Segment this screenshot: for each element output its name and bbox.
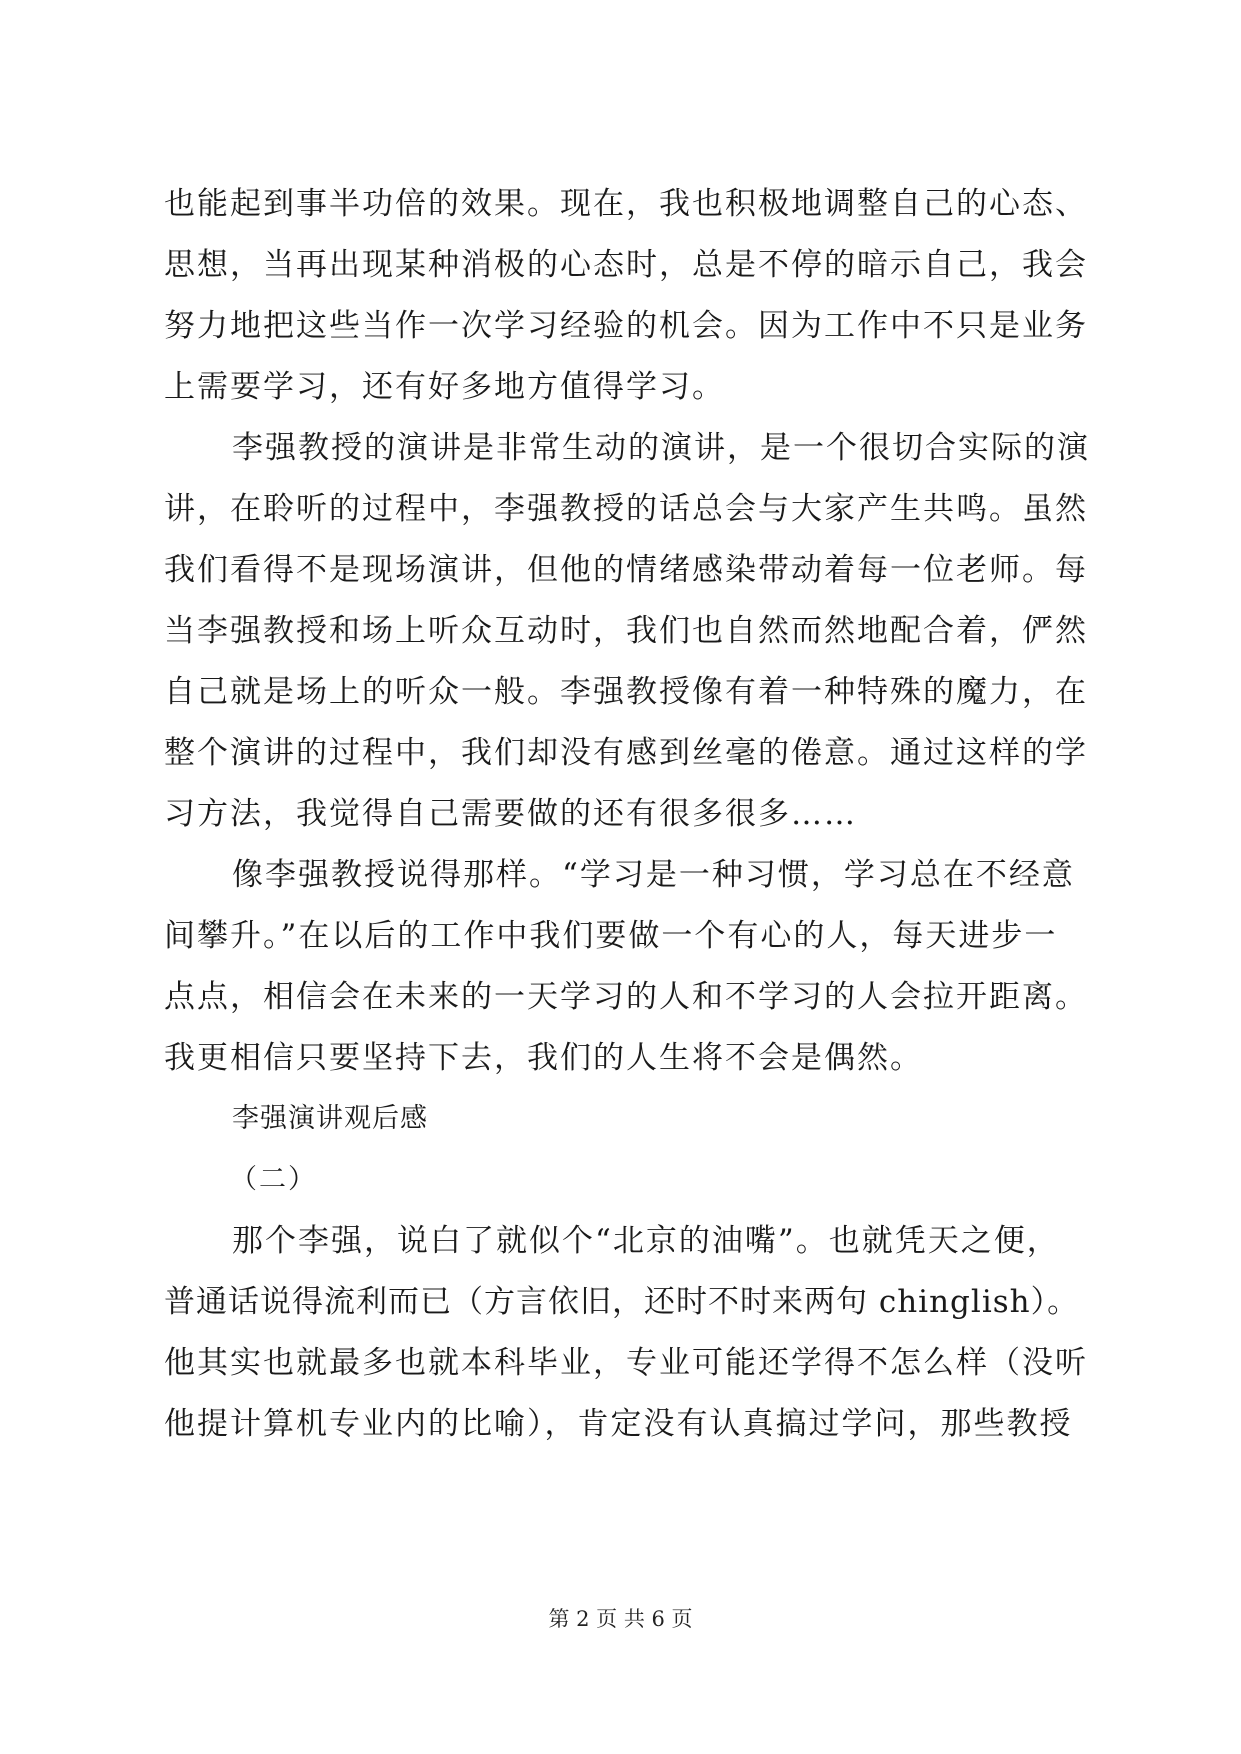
section-title: 李强演讲观后感 xyxy=(232,1103,428,1134)
paragraph-4-line-3: 他其实也就最多也就本科毕业，专业可能还学得不怎么样（没听 xyxy=(164,1345,1088,1381)
paragraph-2-line-7: 习方法，我觉得自己需要做的还有很多很多…… xyxy=(164,796,857,832)
paragraph-1-line-3: 努力地把这些当作一次学习经验的机会。因为工作中不只是业务 xyxy=(164,308,1088,344)
section-subtitle: （二） xyxy=(230,1164,317,1195)
paragraph-2-line-5: 自己就是场上的听众一般。李强教授像有着一种特殊的魔力，在 xyxy=(164,674,1088,710)
paragraph-3-line-2: 间攀升。”在以后的工作中我们要做一个有心的人，每天进步一 xyxy=(164,918,1058,954)
paragraph-2-line-3: 我们看得不是现场演讲，但他的情绪感染带动着每一位老师。每 xyxy=(164,552,1088,588)
paragraph-2-line-1: 李强教授的演讲是非常生动的演讲，是一个很切合实际的演 xyxy=(232,430,1090,466)
paragraph-2-line-4: 当李强教授和场上听众互动时，我们也自然而然地配合着，俨然 xyxy=(164,613,1088,649)
paragraph-4-line-4: 他提计算机专业内的比喻），肯定没有认真搞过学问，那些教授 xyxy=(164,1406,1073,1442)
paragraph-2-line-2: 讲，在聆听的过程中，李强教授的话总会与大家产生共鸣。虽然 xyxy=(164,491,1088,527)
paragraph-1-line-2: 思想，当再出现某种消极的心态时，总是不停的暗示自己，我会 xyxy=(164,247,1088,283)
paragraph-1-line-4: 上需要学习，还有好多地方值得学习。 xyxy=(164,369,725,405)
paragraph-4-line-2: 普通话说得流利而已（方言依旧，还时不时来两句 chinglish）。 xyxy=(164,1284,1080,1320)
paragraph-3-line-4: 我更相信只要坚持下去，我们的人生将不会是偶然。 xyxy=(164,1040,923,1076)
paragraph-4-line-1: 那个李强，说白了就似个“北京的油嘴”。也就凭天之便， xyxy=(232,1223,1060,1259)
paragraph-3-line-1: 像李强教授说得那样。“学习是一种习惯，学习总在不经意 xyxy=(232,857,1075,893)
paragraph-2-line-6: 整个演讲的过程中，我们却没有感到丝毫的倦意。通过这样的学 xyxy=(164,735,1088,771)
paragraph-1-line-1: 也能起到事半功倍的效果。现在，我也积极地调整自己的心态、 xyxy=(164,186,1088,222)
page-number-footer: 第 2 页 共 6 页 xyxy=(548,1607,693,1631)
paragraph-3-line-3: 点点，相信会在未来的一天学习的人和不学习的人会拉开距离。 xyxy=(164,979,1088,1015)
